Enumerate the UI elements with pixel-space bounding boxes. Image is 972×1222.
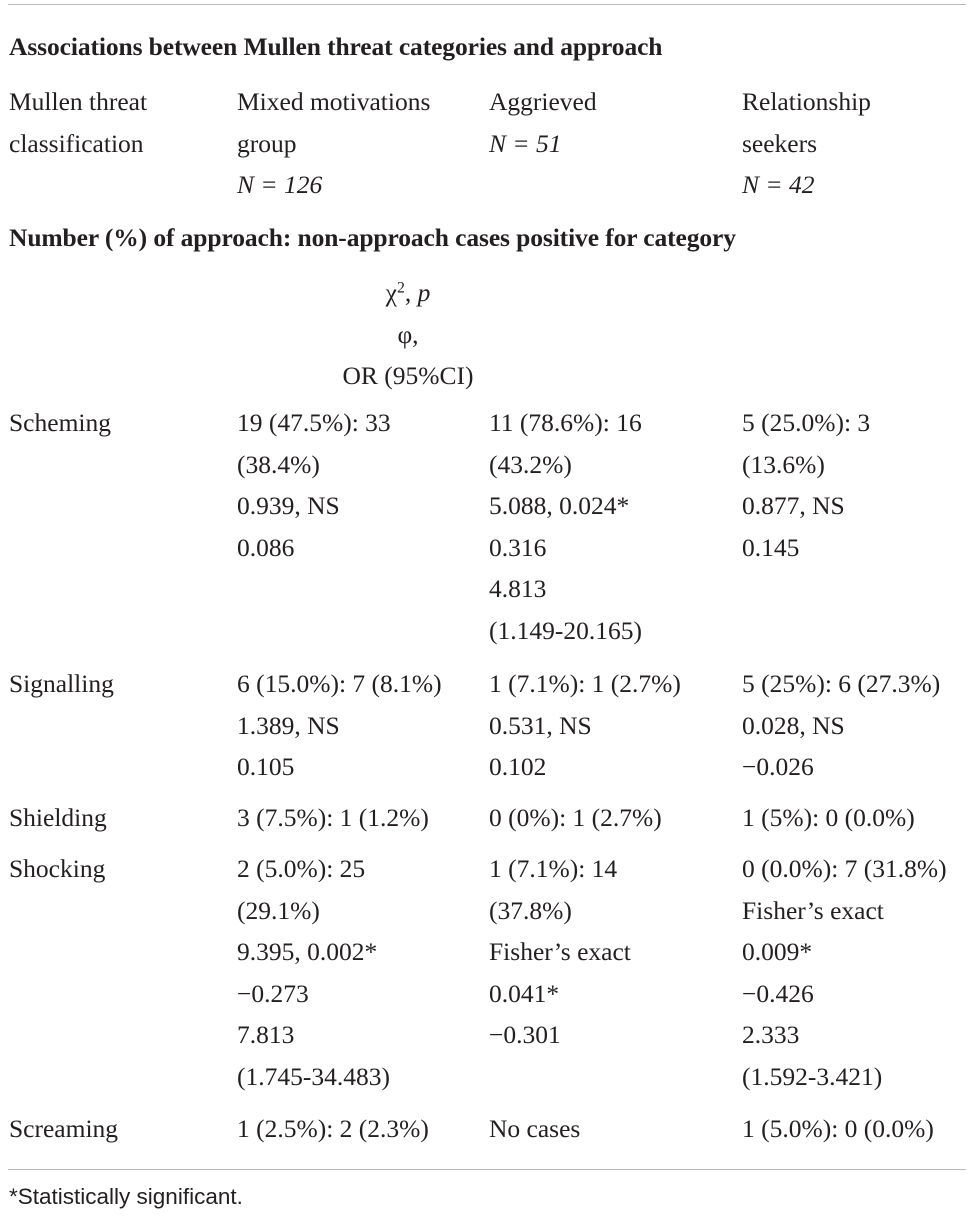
cell-scheming-mixed: 19 (47.5%): 33 (38.4%) 0.939, NS 0.086 (237, 408, 391, 562)
row-label-scheming: Scheming (9, 408, 111, 437)
cell-signalling-mixed: 6 (15.0%): 7 (8.1%) 1.389, NS 0.105 (237, 669, 442, 781)
table-footnote: *Statistically significant. (9, 1184, 243, 1209)
stat-legend-phi: φ, (397, 319, 419, 349)
cell-shocking-relationship: 0 (0.0%): 7 (31.8%) Fisher’s exact 0.009* −0.426 2.333 (1.592-3.421) (742, 854, 947, 1091)
table-title: Associations between Mullen threat categories and approach (9, 32, 663, 61)
stat-legend-chi-p: $\chi^2$, p (385, 278, 431, 307)
column-n-aggrieved: N = 51 (489, 128, 562, 158)
top-rule (8, 4, 966, 5)
column-n-mixed: N = 126 (237, 170, 323, 199)
column-n-relationship: N = 42 (742, 170, 815, 199)
cell-scheming-relationship: 5 (25.0%): 3 (13.6%) 0.877, NS 0.145 (742, 408, 871, 562)
stat-legend-or: OR (95%CI) (342, 361, 474, 390)
cell-screaming-mixed: 1 (2.5%): 2 (2.3%) (237, 1114, 429, 1143)
cell-signalling-relationship: 5 (25%): 6 (27.3%) 0.028, NS −0.026 (742, 669, 941, 781)
column-header-classification: Mullen threat classification (9, 87, 148, 158)
column-header-aggrieved: Aggrieved N = 51 (489, 81, 597, 164)
stat-legend (270, 272, 546, 397)
cell-shielding-mixed: 3 (7.5%): 1 (1.2%) (237, 803, 429, 832)
table-subheading: Number (%) of approach: non-approach cases positive for category (9, 223, 736, 252)
cell-screaming-aggrieved: No cases (489, 1114, 581, 1143)
bottom-rule (8, 1169, 966, 1170)
cell-shocking-mixed: 2 (5.0%): 25 (29.1%) 9.395, 0.002* −0.273 7.813 (1.745-34.483) (237, 854, 390, 1091)
cell-shielding-aggrieved: 0 (0%): 1 (2.7%) (489, 803, 662, 832)
row-label-shielding: Shielding (9, 803, 107, 832)
cell-scheming-aggrieved: 11 (78.6%): 16 (43.2%) 5.088, 0.024* 0.316 4.813 (1.149-20.165) (489, 408, 642, 645)
column-header-mixed-motivations: Mixed motivations group N = 126 (237, 81, 430, 206)
cell-signalling-aggrieved: 1 (7.1%): 1 (2.7%) 0.531, NS 0.102 (489, 669, 681, 781)
cell-screaming-relationship: 1 (5.0%): 0 (0.0%) (742, 1114, 934, 1143)
cell-shielding-relationship: 1 (5%): 0 (0.0%) (742, 803, 915, 832)
cell-shocking-aggrieved: 1 (7.1%): 14 (37.8%) Fisher’s exact 0.041* −0.301 (489, 854, 631, 1049)
column-header-relationship-seekers: Relationship seekers N = 42 (742, 81, 871, 206)
row-label-screaming: Screaming (9, 1114, 119, 1143)
row-label-signalling: Signalling (9, 669, 114, 698)
row-label-shocking: Shocking (9, 854, 106, 883)
